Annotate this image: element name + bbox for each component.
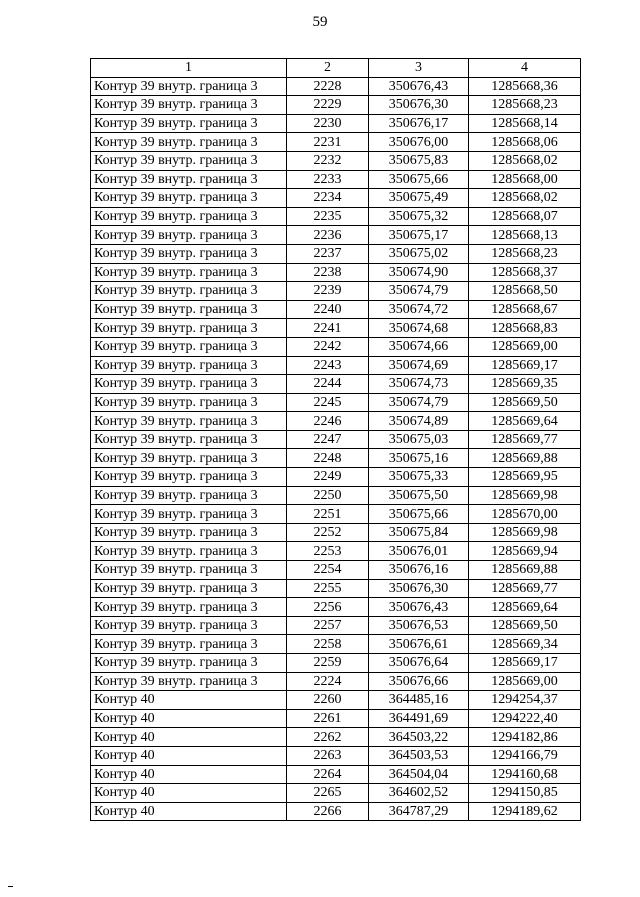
x-coordinate-cell: 350674,79 [369, 282, 469, 301]
point-number-cell: 2236 [287, 226, 369, 245]
x-coordinate-cell: 364485,16 [369, 691, 469, 710]
table-row [91, 96, 581, 115]
table-body [91, 77, 581, 821]
table-row [91, 114, 581, 133]
y-coordinate-cell: 1285668,00 [469, 170, 581, 189]
point-number-cell: 2254 [287, 561, 369, 580]
contour-name-cell: Контур 40 [91, 691, 287, 710]
point-number-cell: 2253 [287, 542, 369, 561]
contour-name-cell: Контур 39 внутр. граница 3 [91, 542, 287, 561]
contour-name-cell: Контур 39 внутр. граница 3 [91, 151, 287, 170]
table-row [91, 505, 581, 524]
table-row [91, 635, 581, 654]
x-coordinate-cell: 364491,69 [369, 709, 469, 728]
y-coordinate-cell: 1285669,34 [469, 635, 581, 654]
point-number-cell: 2242 [287, 337, 369, 356]
contour-name-cell: Контур 39 внутр. граница 3 [91, 375, 287, 394]
contour-name-cell: Контур 39 внутр. граница 3 [91, 170, 287, 189]
contour-name-cell: Контур 39 внутр. граница 3 [91, 282, 287, 301]
point-number-cell: 2235 [287, 207, 369, 226]
contour-name-cell: Контур 39 внутр. граница 3 [91, 635, 287, 654]
contour-name-cell: Контур 39 внутр. граница 3 [91, 430, 287, 449]
y-coordinate-cell: 1285669,95 [469, 468, 581, 487]
contour-name-cell: Контур 39 внутр. граница 3 [91, 654, 287, 673]
table-row [91, 542, 581, 561]
point-number-cell: 2251 [287, 505, 369, 524]
contour-name-cell: Контур 39 внутр. граница 3 [91, 356, 287, 375]
y-coordinate-cell: 1294182,86 [469, 728, 581, 747]
contour-name-cell: Контур 39 внутр. граница 3 [91, 337, 287, 356]
x-coordinate-cell: 350676,53 [369, 616, 469, 635]
x-coordinate-cell: 350676,30 [369, 96, 469, 115]
table-row [91, 802, 581, 821]
contour-name-cell: Контур 39 внутр. граница 3 [91, 561, 287, 580]
point-number-cell: 2228 [287, 77, 369, 96]
point-number-cell: 2234 [287, 189, 369, 208]
point-number-cell: 2239 [287, 282, 369, 301]
y-coordinate-cell: 1285668,02 [469, 189, 581, 208]
point-number-cell: 2265 [287, 784, 369, 803]
y-coordinate-cell: 1294254,37 [469, 691, 581, 710]
y-coordinate-cell: 1285668,67 [469, 300, 581, 319]
contour-name-cell: Контур 40 [91, 728, 287, 747]
x-coordinate-cell: 364503,53 [369, 746, 469, 765]
y-coordinate-cell: 1285669,77 [469, 430, 581, 449]
contour-name-cell: Контур 40 [91, 709, 287, 728]
point-number-cell: 2233 [287, 170, 369, 189]
y-coordinate-cell: 1285668,50 [469, 282, 581, 301]
contour-name-cell: Контур 39 внутр. граница 3 [91, 77, 287, 96]
x-coordinate-cell: 350675,83 [369, 151, 469, 170]
point-number-cell: 2256 [287, 598, 369, 617]
point-number-cell: 2248 [287, 449, 369, 468]
table-row [91, 430, 581, 449]
x-coordinate-cell: 350676,64 [369, 654, 469, 673]
table-header-row [91, 59, 581, 78]
contour-name-cell: Контур 39 внутр. граница 3 [91, 96, 287, 115]
x-coordinate-cell: 364504,04 [369, 765, 469, 784]
table-row [91, 561, 581, 580]
y-coordinate-cell: 1285668,13 [469, 226, 581, 245]
y-coordinate-cell: 1285668,23 [469, 244, 581, 263]
x-coordinate-cell: 364602,52 [369, 784, 469, 803]
edge-mark [8, 886, 13, 887]
x-coordinate-cell: 350674,68 [369, 319, 469, 338]
table-row [91, 263, 581, 282]
contour-name-cell: Контур 39 внутр. граница 3 [91, 244, 287, 263]
y-coordinate-cell: 1285669,98 [469, 523, 581, 542]
y-coordinate-cell: 1285669,00 [469, 672, 581, 691]
point-number-cell: 2257 [287, 616, 369, 635]
contour-name-cell: Контур 39 внутр. граница 3 [91, 616, 287, 635]
x-coordinate-cell: 350675,66 [369, 170, 469, 189]
x-coordinate-cell: 350676,01 [369, 542, 469, 561]
x-coordinate-cell: 350676,30 [369, 579, 469, 598]
contour-name-cell: Контур 39 внутр. граница 3 [91, 412, 287, 431]
point-number-cell: 2250 [287, 486, 369, 505]
x-coordinate-cell: 350674,89 [369, 412, 469, 431]
point-number-cell: 2246 [287, 412, 369, 431]
table-row [91, 784, 581, 803]
point-number-cell: 2237 [287, 244, 369, 263]
point-number-cell: 2240 [287, 300, 369, 319]
y-coordinate-cell: 1285668,14 [469, 114, 581, 133]
y-coordinate-cell: 1285668,02 [469, 151, 581, 170]
x-coordinate-cell: 350676,00 [369, 133, 469, 152]
y-coordinate-cell: 1285669,88 [469, 561, 581, 580]
y-coordinate-cell: 1285669,35 [469, 375, 581, 394]
contour-name-cell: Контур 39 внутр. граница 3 [91, 263, 287, 282]
point-number-cell: 2232 [287, 151, 369, 170]
y-coordinate-cell: 1285668,83 [469, 319, 581, 338]
point-number-cell: 2263 [287, 746, 369, 765]
y-coordinate-cell: 1285669,50 [469, 393, 581, 412]
contour-name-cell: Контур 39 внутр. граница 3 [91, 114, 287, 133]
table-row [91, 728, 581, 747]
contour-name-cell: Контур 39 внутр. граница 3 [91, 300, 287, 319]
table-row [91, 691, 581, 710]
x-coordinate-cell: 350675,17 [369, 226, 469, 245]
table-row [91, 449, 581, 468]
y-coordinate-cell: 1285669,00 [469, 337, 581, 356]
contour-name-cell: Контур 39 внутр. граница 3 [91, 672, 287, 691]
table-row [91, 356, 581, 375]
x-coordinate-cell: 350675,49 [369, 189, 469, 208]
point-number-cell: 2245 [287, 393, 369, 412]
y-coordinate-cell: 1285669,50 [469, 616, 581, 635]
column-header-2: 2 [287, 59, 369, 78]
table-row [91, 393, 581, 412]
contour-name-cell: Контур 39 внутр. граница 3 [91, 319, 287, 338]
table-row [91, 337, 581, 356]
table-row [91, 579, 581, 598]
table-row [91, 486, 581, 505]
y-coordinate-cell: 1285670,00 [469, 505, 581, 524]
x-coordinate-cell: 350674,73 [369, 375, 469, 394]
y-coordinate-cell: 1294222,40 [469, 709, 581, 728]
table-row [91, 282, 581, 301]
table-row [91, 151, 581, 170]
x-coordinate-cell: 350674,90 [369, 263, 469, 282]
x-coordinate-cell: 350675,84 [369, 523, 469, 542]
table-row [91, 226, 581, 245]
contour-name-cell: Контур 39 внутр. граница 3 [91, 468, 287, 487]
point-number-cell: 2243 [287, 356, 369, 375]
point-number-cell: 2258 [287, 635, 369, 654]
point-number-cell: 2231 [287, 133, 369, 152]
table-row [91, 746, 581, 765]
y-coordinate-cell: 1285668,06 [469, 133, 581, 152]
table-row [91, 319, 581, 338]
x-coordinate-cell: 364787,29 [369, 802, 469, 821]
column-header-3: 3 [369, 59, 469, 78]
y-coordinate-cell: 1285668,36 [469, 77, 581, 96]
y-coordinate-cell: 1294166,79 [469, 746, 581, 765]
point-number-cell: 2238 [287, 263, 369, 282]
x-coordinate-cell: 350675,03 [369, 430, 469, 449]
contour-name-cell: Контур 39 внутр. граница 3 [91, 449, 287, 468]
contour-name-cell: Контур 40 [91, 746, 287, 765]
contour-name-cell: Контур 39 внутр. граница 3 [91, 579, 287, 598]
y-coordinate-cell: 1294160,68 [469, 765, 581, 784]
table-row [91, 77, 581, 96]
y-coordinate-cell: 1285669,64 [469, 412, 581, 431]
x-coordinate-cell: 350676,16 [369, 561, 469, 580]
point-number-cell: 2247 [287, 430, 369, 449]
y-coordinate-cell: 1285669,88 [469, 449, 581, 468]
y-coordinate-cell: 1285668,23 [469, 96, 581, 115]
contour-name-cell: Контур 39 внутр. граница 3 [91, 598, 287, 617]
y-coordinate-cell: 1285669,94 [469, 542, 581, 561]
x-coordinate-cell: 350675,50 [369, 486, 469, 505]
x-coordinate-cell: 350676,66 [369, 672, 469, 691]
point-number-cell: 2266 [287, 802, 369, 821]
y-coordinate-cell: 1285669,17 [469, 356, 581, 375]
x-coordinate-cell: 350675,66 [369, 505, 469, 524]
table-row [91, 468, 581, 487]
x-coordinate-cell: 350675,02 [369, 244, 469, 263]
x-coordinate-cell: 350675,32 [369, 207, 469, 226]
y-coordinate-cell: 1285669,98 [469, 486, 581, 505]
page-number: 59 [312, 14, 328, 30]
contour-name-cell: Контур 39 внутр. граница 3 [91, 207, 287, 226]
x-coordinate-cell: 350676,17 [369, 114, 469, 133]
x-coordinate-cell: 350676,61 [369, 635, 469, 654]
contour-name-cell: Контур 39 внутр. граница 3 [91, 393, 287, 412]
point-number-cell: 2252 [287, 523, 369, 542]
contour-name-cell: Контур 39 внутр. граница 3 [91, 486, 287, 505]
x-coordinate-cell: 350676,43 [369, 598, 469, 617]
table-row [91, 654, 581, 673]
contour-name-cell: Контур 39 внутр. граница 3 [91, 505, 287, 524]
point-number-cell: 2259 [287, 654, 369, 673]
y-coordinate-cell: 1294150,85 [469, 784, 581, 803]
contour-name-cell: Контур 40 [91, 802, 287, 821]
point-number-cell: 2255 [287, 579, 369, 598]
table-row [91, 709, 581, 728]
table-row [91, 598, 581, 617]
table-row [91, 244, 581, 263]
table-row [91, 616, 581, 635]
table-row [91, 765, 581, 784]
contour-name-cell: Контур 40 [91, 765, 287, 784]
contour-name-cell: Контур 39 внутр. граница 3 [91, 189, 287, 208]
y-coordinate-cell: 1294189,62 [469, 802, 581, 821]
point-number-cell: 2224 [287, 672, 369, 691]
x-coordinate-cell: 350676,43 [369, 77, 469, 96]
table-row [91, 300, 581, 319]
contour-name-cell: Контур 39 внутр. граница 3 [91, 523, 287, 542]
contour-name-cell: Контур 39 внутр. граница 3 [91, 133, 287, 152]
x-coordinate-cell: 350674,69 [369, 356, 469, 375]
point-number-cell: 2229 [287, 96, 369, 115]
coordinates-table [90, 58, 581, 821]
x-coordinate-cell: 350675,33 [369, 468, 469, 487]
table-row [91, 170, 581, 189]
y-coordinate-cell: 1285668,37 [469, 263, 581, 282]
x-coordinate-cell: 364503,22 [369, 728, 469, 747]
table-row [91, 189, 581, 208]
contour-name-cell: Контур 39 внутр. граница 3 [91, 226, 287, 245]
y-coordinate-cell: 1285669,77 [469, 579, 581, 598]
point-number-cell: 2261 [287, 709, 369, 728]
table-row [91, 672, 581, 691]
point-number-cell: 2262 [287, 728, 369, 747]
y-coordinate-cell: 1285668,07 [469, 207, 581, 226]
x-coordinate-cell: 350674,66 [369, 337, 469, 356]
point-number-cell: 2249 [287, 468, 369, 487]
x-coordinate-cell: 350675,16 [369, 449, 469, 468]
point-number-cell: 2230 [287, 114, 369, 133]
column-header-4: 4 [469, 59, 581, 78]
contour-name-cell: Контур 40 [91, 784, 287, 803]
x-coordinate-cell: 350674,72 [369, 300, 469, 319]
y-coordinate-cell: 1285669,64 [469, 598, 581, 617]
point-number-cell: 2244 [287, 375, 369, 394]
point-number-cell: 2241 [287, 319, 369, 338]
table-row [91, 207, 581, 226]
y-coordinate-cell: 1285669,17 [469, 654, 581, 673]
table-row [91, 523, 581, 542]
point-number-cell: 2264 [287, 765, 369, 784]
point-number-cell: 2260 [287, 691, 369, 710]
column-header-1: 1 [91, 59, 287, 78]
table-row [91, 133, 581, 152]
table-row [91, 375, 581, 394]
x-coordinate-cell: 350674,79 [369, 393, 469, 412]
table-row [91, 412, 581, 431]
